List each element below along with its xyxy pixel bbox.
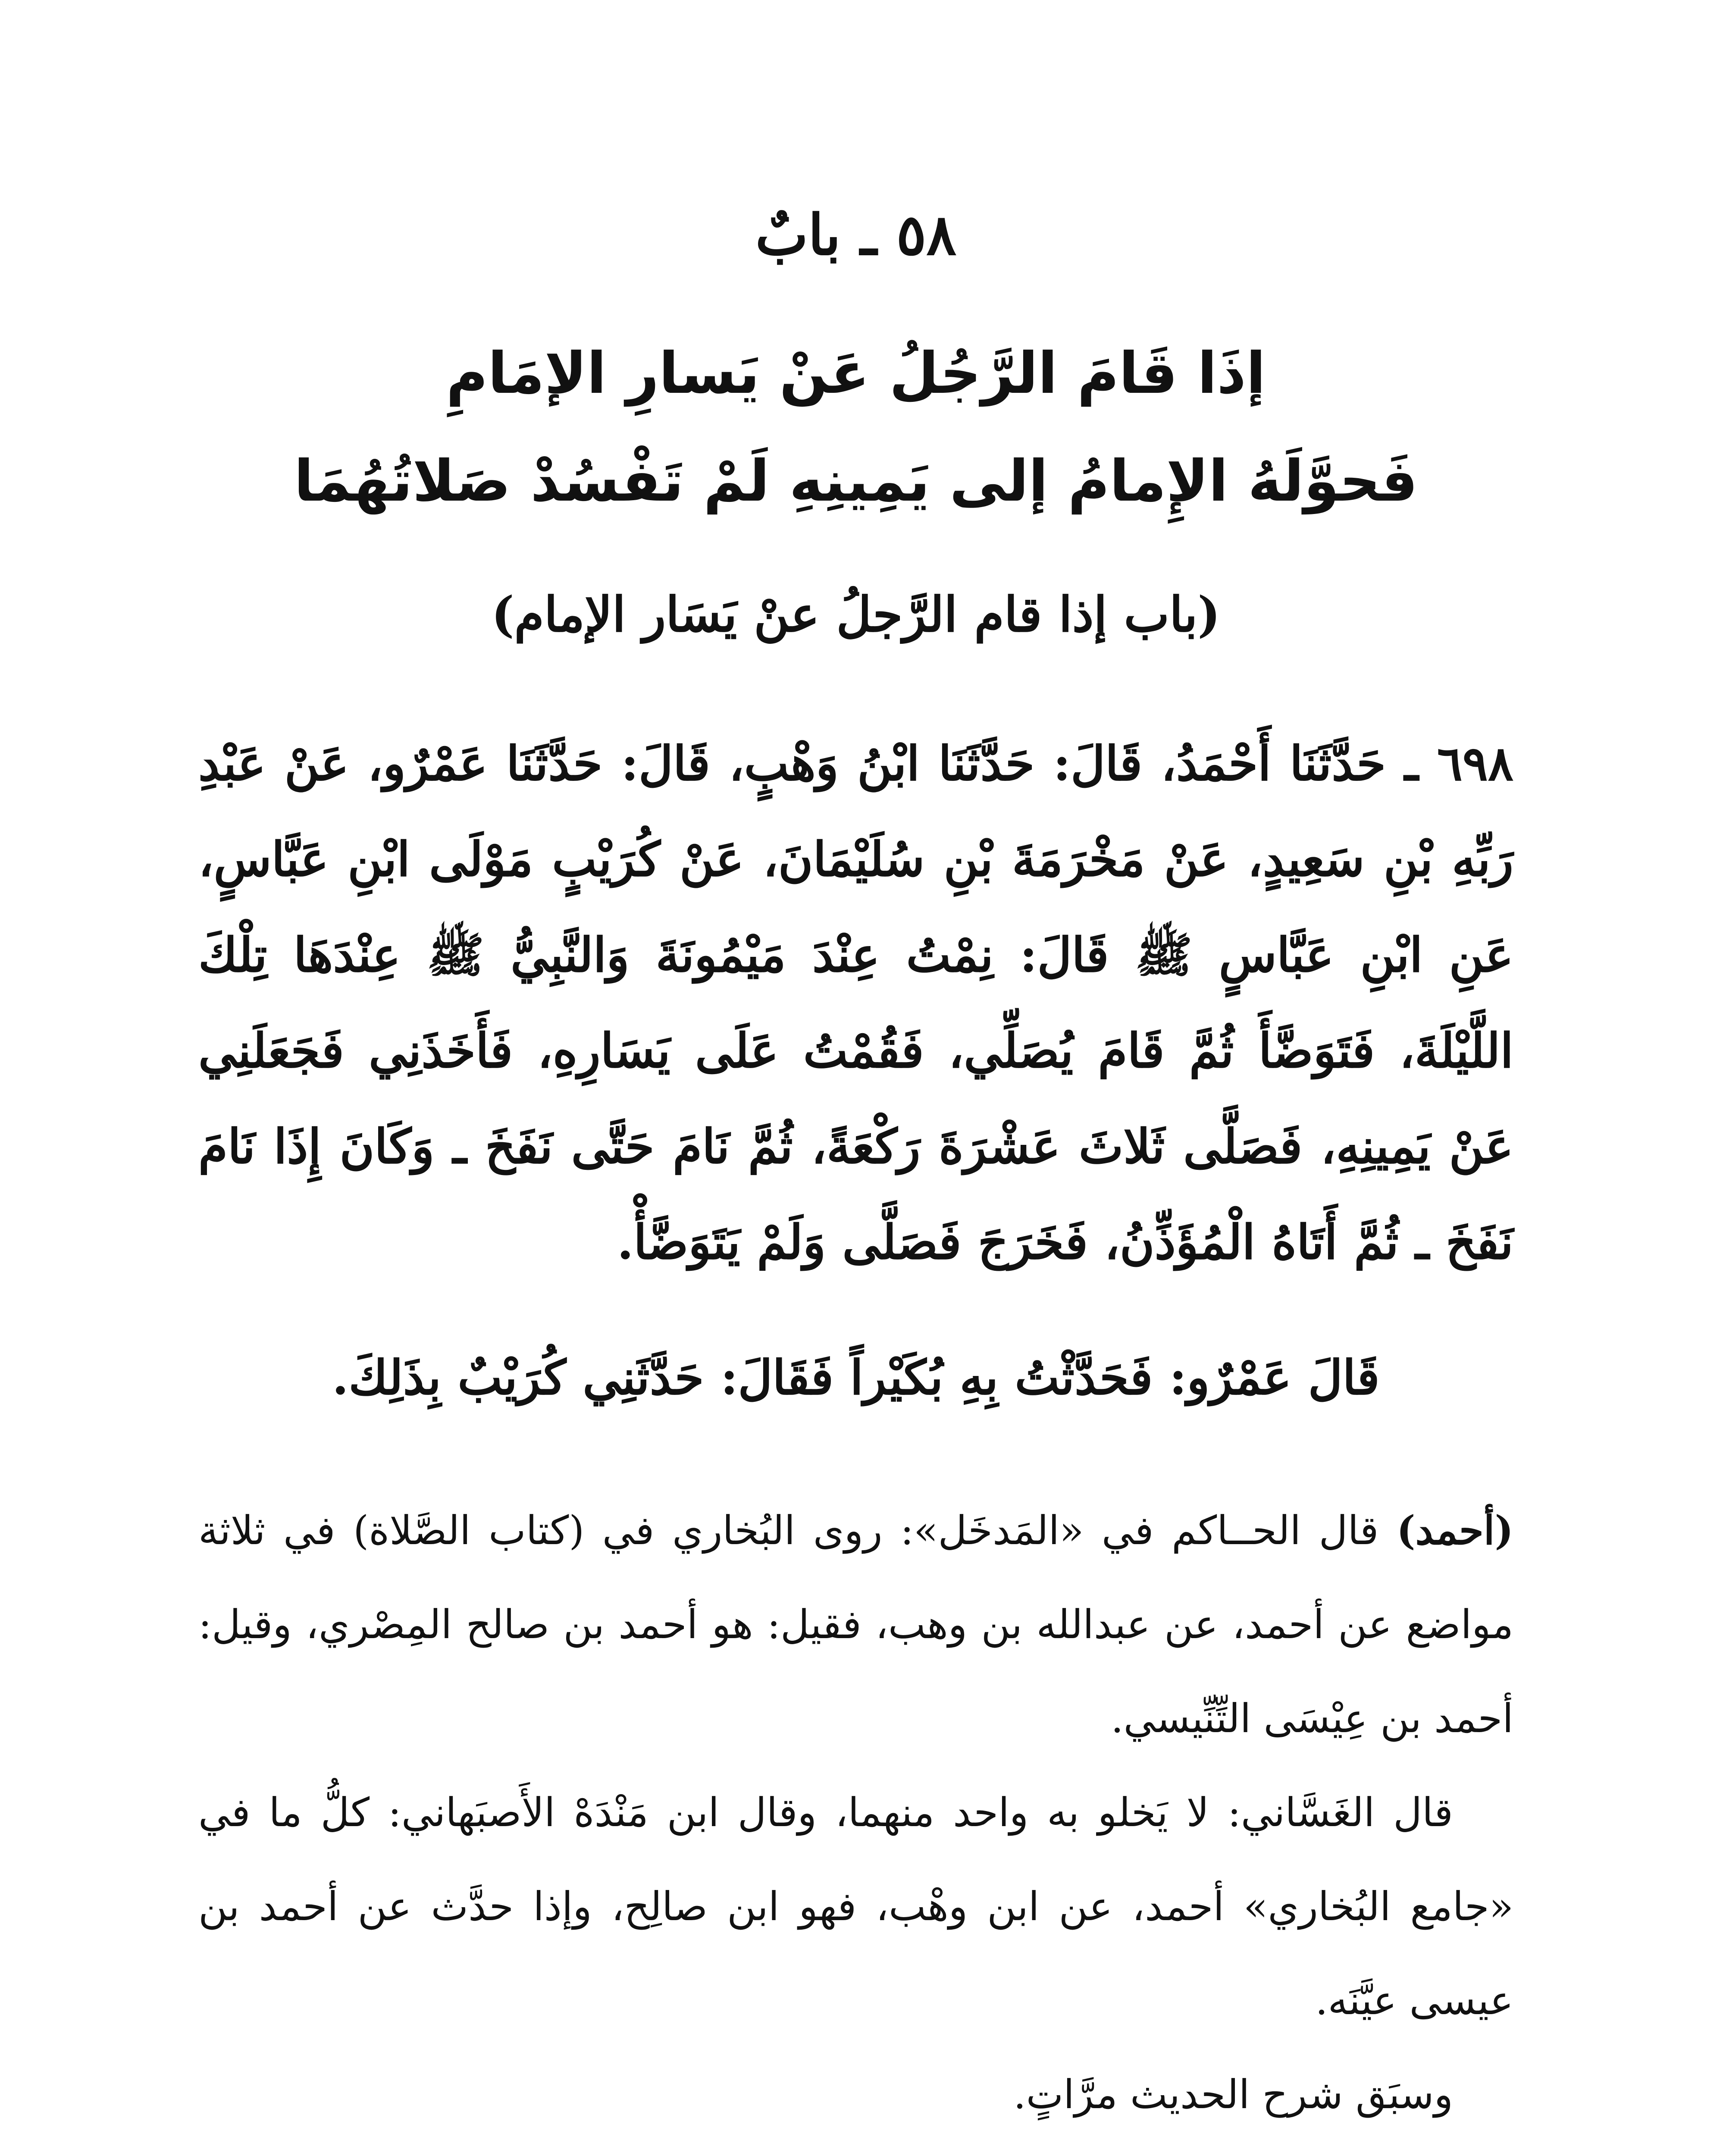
commentary-paragraph-1-text: قال الحــاكم في «المَدخَل»: روى البُخاري في (كتاب الصَّلاة) في ثلاثة مواضع عن أحمد، عن عبدالله بن وهب، فقيل: هو أحمد بن صالح المِصْري، وقيل: أحمد بن عِيْسَى التِّنِّيسي. bbox=[198, 1507, 1513, 1742]
commentary-paragraph-2: قال الغَسَّاني: لا يَخلو به واحد منهما، وقال ابن مَنْدَهْ الأَصبَهاني: كلُّ ما في «جامع البُخاري» أحمد، عن ابن وهْب، فهو ابن صالِح، وإذا حدَّث عن أحمد بن عيسى عيَّنَه. bbox=[198, 1789, 1513, 2024]
chapter-title-line-1: إذَا قَامَ الرَّجُلُ عَنْ يَسارِ الإمَامِ bbox=[446, 340, 1266, 407]
commentary-paragraph-3: وسبَق شرح الحديث مرَّاتٍ. bbox=[1013, 2071, 1453, 2118]
hadith-amr-statement: قَالَ عَمْرٌو: فَحَدَّثْتُ بِهِ بُكَيْراً فَقَالَ: حَدَّثَنِي كُرَيْبٌ بِذَلِكَ. bbox=[332, 1350, 1380, 1405]
book-page bbox=[198, 0, 1513, 2156]
chapter-number: ٥٨ ـ بابٌ bbox=[755, 202, 957, 268]
commentary-keyword: (أحمد) bbox=[1397, 1507, 1513, 1554]
commentary bbox=[198, 1483, 1513, 2142]
chapter-title-line-2: فَحوَّلَهُ الإِمامُ إلى يَمِينِهِ لَمْ تَفْسُدْ صَلاتُهُمَا bbox=[294, 448, 1418, 514]
hadith-text: ٦٩٨ ـ حَدَّثَنَا أَحْمَدُ، قَالَ: حَدَّثَنَا ابْنُ وَهْبٍ، قَالَ: حَدَّثَنَا عَمْرٌو، عَنْ عَبْدِ رَبِّهِ بْنِ سَعِيدٍ، عَنْ مَخْرَمَةَ بْنِ سُلَيْمَانَ، عَنْ كُرَيْبٍ مَوْلَى ابْنِ عَبَّاسٍ، عَنِ ابْنِ عَبَّاسٍ ﷺ قَالَ: نِمْتُ عِنْدَ مَيْمُونَةَ وَالنَّبِيُّ ﷺ عِنْدَهَا تِلْكَ اللَّيْلَةَ، فَتَوَضَّأَ ثُمَّ قَامَ يُصَلِّي، فَقُمْتُ عَلَى يَسَارِهِ، فَأَخَذَنِي فَجَعَلَنِي عَنْ يَمِينِهِ، فَصَلَّى ثَلاثَ عَشْرَةَ رَكْعَةً، ثُمَّ نَامَ حَتَّى نَفَخَ ـ وَكَانَ إِذَا نَامَ نَفَخَ ـ ثُمَّ أَتَاهُ الْمُؤَذِّنُ، فَخَرَجَ فَصَلَّى وَلَمْ يَتَوَضَّأْ. bbox=[198, 736, 1513, 1270]
commentary-paragraph-1 bbox=[198, 1483, 1513, 1766]
chapter-subtitle: (باب إذا قام الرَّجلُ عنْ يَسَار الإمام) bbox=[491, 586, 1221, 643]
